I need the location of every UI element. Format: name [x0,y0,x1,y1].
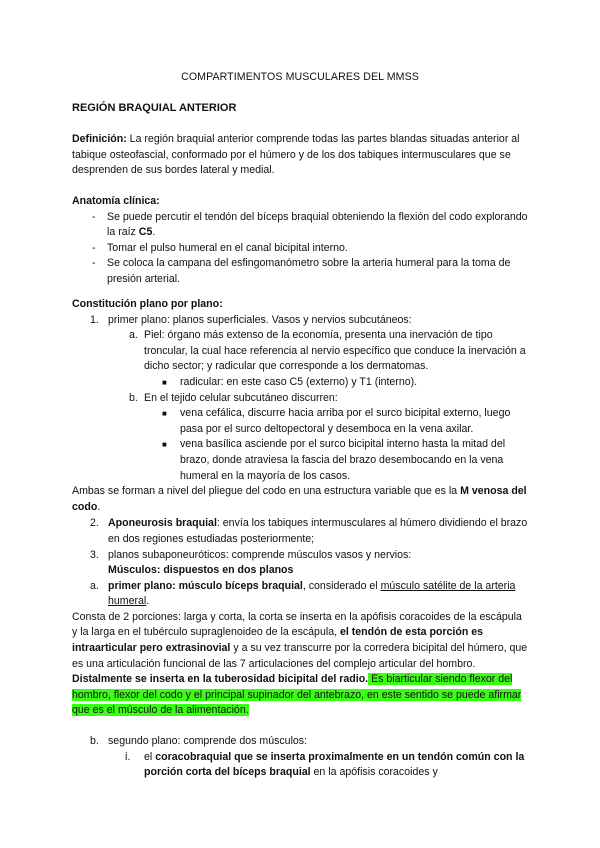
list-item [72,375,528,391]
paragraph-tail: . [97,500,101,513]
underlined-text: músculo satélite de la arteria humeral [108,579,516,608]
document-title: COMPARTIMENTOS MUSCULARES DEL MMSS [181,71,419,83]
square-bullet-icon: ■ [162,440,167,450]
list-item-text: Se coloca la campana del esfingomanómetro sobre la arteria humeral para la toma de presión arterial. [107,257,511,285]
paragraph-text: Consta de 2 porciones: larga y corta, la corta se inserta en la apófisis coracoides de la escápula y la larga en el tubérculo supraglenoideo de la escápula, [72,610,522,639]
list-item [72,516,528,547]
list-item [72,313,528,329]
constitution-heading: Constitución plano por plano: [72,298,223,310]
list-item [72,328,528,375]
square-bullet-icon: ■ [162,377,167,387]
list-item [72,241,528,257]
list-item [72,210,528,241]
list-item-text: : envía los tabiques intermusculares al húmero dividiendo el brazo en dos regiones estudiadas posteriormente; [108,517,528,545]
definition-text: La región braquial anterior comprende todas las partes blandas situadas anterior al tabique osteofascial, conformado por el húmero y de los dos tabiques intermusculares que se desprenden de sus bordes lateral y medial. [72,133,520,177]
list-item [72,406,528,437]
consta-paragraph [72,610,528,719]
list-item-tail: . [146,595,150,608]
list-item-bold: C5 [138,226,153,239]
list-item-text: Piel: órgano más extenso de la economía, presenta una inervación de tipo troncular, la cual hace referencia al nervio específico que conduce la inervación a dicho sector; y radicular que corresponde a los dermatomas. [144,329,526,373]
list-item-bold: coracobraquial que se inserta proximalmente en un tendón común con la porción corta del bíceps braquial [144,750,525,779]
list-marker: b. [129,391,138,404]
definition-label: Definición: [72,133,127,145]
anatomy-section [72,194,528,288]
list-marker: - [92,241,96,254]
list-item-bold: Aponeurosis braquial [108,517,217,530]
list-marker: - [92,210,96,223]
highlighted-text: Es biarticular siendo flexor del hombro, flexor del codo y el principal supinador del antebrazo, en este sentido se puede afirmar que es el músculo de la alimentación. [72,673,522,717]
list-item [72,548,528,579]
list-item-text: radicular: en este caso C5 (externo) y T1 (interno). [180,375,418,388]
paragraph-bold: Distalmente se inserta en la tuberosidad bicipital del radio. [72,673,369,686]
list-marker: - [92,257,96,270]
list-item [72,579,528,610]
paragraph-text: y a su vez transcurre por la corredera bicipital del húmero, que es una articulación funcional de las 7 articulaciones del complejo articular del hombro. [72,642,528,670]
list-item-text: en la apófisis coracoides y [310,766,438,779]
list-item [72,734,528,750]
list-item-text: vena basílica asciende por el surco bicipital interno hasta la mitad del brazo, donde atraviesa la fascia del brazo desembocando en la vena humeral en la mayoría de los casos. [180,438,506,482]
definition-paragraph [72,132,528,179]
list-marker: 2. [90,517,99,530]
list-item-text: planos subaponeuróticos: comprende músculos vasos y nervios: [108,548,412,561]
list-item-text: primer plano: planos superficiales. Vasos y nervios subcutáneos: [108,313,412,326]
list-marker: i. [125,750,131,763]
list-item [72,256,528,287]
list-item [72,437,528,484]
list-item-bold: primer plano: músculo bíceps braquial [108,579,303,592]
list-marker: a. [90,579,99,592]
list-item [72,391,528,407]
list-item-text: el [144,750,156,763]
paragraph-bold: M venosa del codo [72,485,527,513]
list-item-text: vena cefálica, discurre hacia arriba por el surco bicipital externo, luego pasa por el surco deltopectoral y desemboca en la vena axilar. [180,407,511,435]
paragraph-bold: el tendón de esta porción es intraarticular pero extrasinovial [72,626,484,655]
section-heading: REGIÓN BRAQUIAL ANTERIOR [72,102,237,114]
list-item [72,750,528,781]
constitution-section [72,297,528,781]
square-bullet-icon: ■ [162,409,167,419]
list-item-bold: Músculos: dispuestos en dos planos [108,564,294,577]
ambas-paragraph [72,484,528,515]
paragraph-text: Ambas se forman a nivel del pliegue del codo en una estructura variable que es la [72,485,461,498]
list-item-text: En el tejido celular subcutáneo discurren: [144,391,338,404]
list-marker: 3. [90,548,99,561]
list-marker: 1. [90,313,99,326]
list-item-text: , considerado el [302,579,381,592]
list-marker: a. [129,329,138,342]
list-item-text: Tomar el pulso humeral en el canal bicipital interno. [107,241,348,254]
list-item-text: Se puede percutir el tendón del bíceps braquial obteniendo la flexión del codo explorando la raíz [107,210,528,239]
list-marker: b. [90,735,99,748]
list-item-tail: . [152,226,156,239]
anatomy-heading: Anatomía clínica: [72,195,160,207]
list-item-text: segundo plano: comprende dos músculos: [108,735,308,748]
